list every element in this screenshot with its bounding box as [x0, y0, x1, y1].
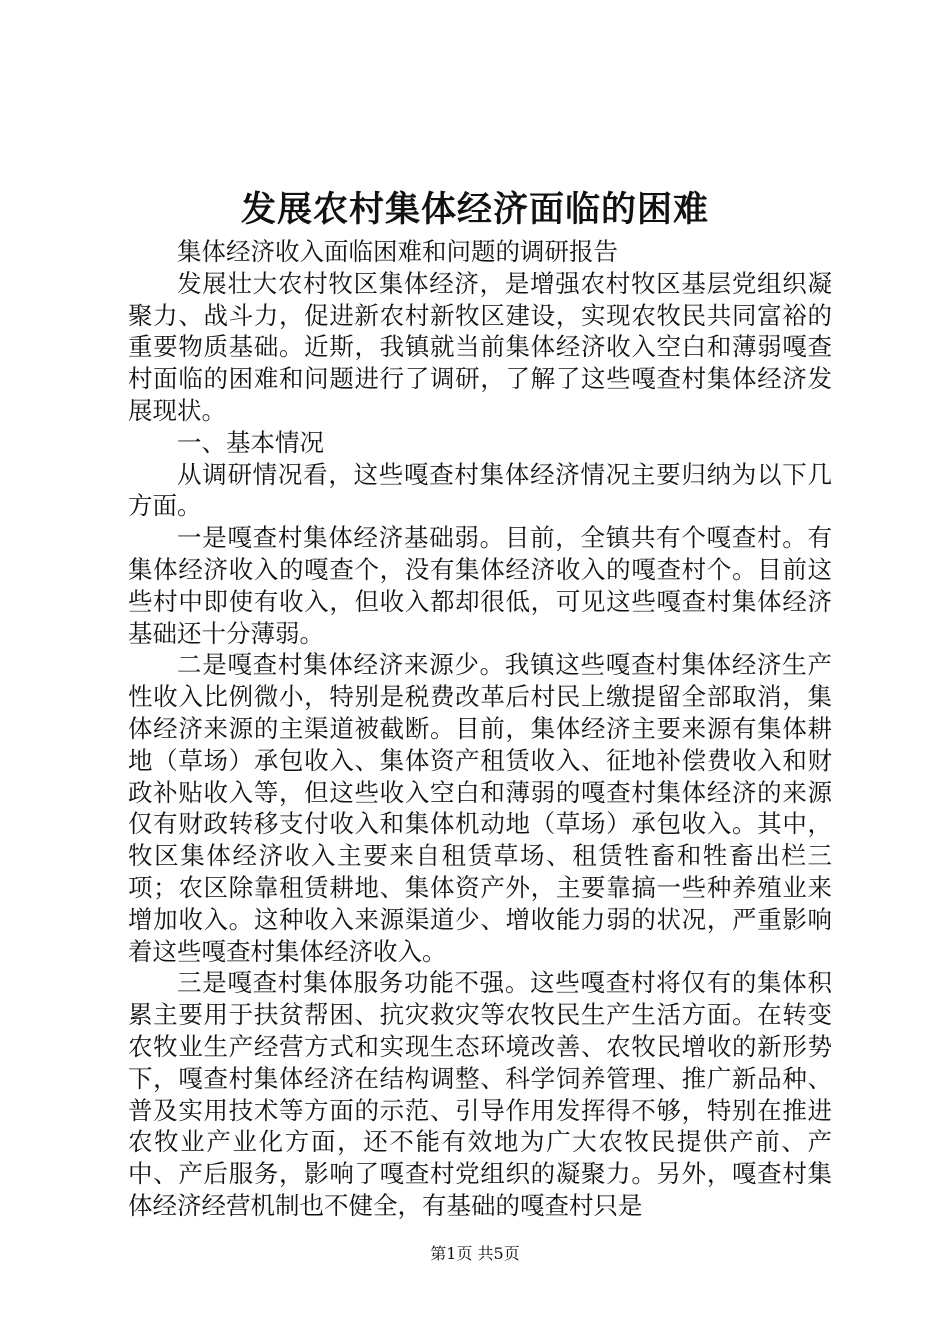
page-number-footer: 第1页 共5页	[430, 1244, 520, 1263]
section-heading-basic-situation: 一、基本情况	[177, 427, 324, 457]
paragraph-point-two: 二是嘎查村集体经济来源少。我镇这些嘎查村集体经济生产性收入比例微小，特别是税费改革后村民上缴提留全部取消，集体经济来源的主渠道被截断。目前，集体经济主要来源有集体耕地（草场）承包收入、集体资产租赁收入、征地补偿费收入和财政补贴收入等，但这些收入空白和薄弱的嘎查村集体经济的来源仅有财政转移支付收入和集体机动地（草场）承包收入。其中，牧区集体经济收入主要来自租赁草场、租赁牲畜和牲畜出栏三项；农区除靠租赁耕地、集体资产外，主要靠搞一些种养殖业来增加收入。这种收入来源渠道少、增收能力弱的状况，严重影响着这些嘎查村集体经济收入。	[128, 650, 832, 966]
report-subtitle: 集体经济收入面临困难和问题的调研报告	[177, 237, 618, 266]
paragraph-summary: 从调研情况看，这些嘎查村集体经济情况主要归纳为以下几方面。	[128, 459, 832, 521]
document-body	[128, 236, 832, 1222]
paragraph-point-three: 三是嘎查村集体服务功能不强。这些嘎查村将仅有的集体积累主要用于扶贫帮困、抗灾救灾等农牧民生产生活方面。在转变农牧业生产经营方式和实现生态环境改善、农牧民增收的新形势下，嘎查村集体经济在结构调整、科学饲养管理、推广新品种、普及实用技术等方面的示范、引导作用发挥得不够，特别在推进农牧业产业化方面，还不能有效地为广大农牧民提供产前、产中、产后服务，影响了嘎查村党组织的凝聚力。另外，嘎查村集体经济经营机制也不健全，有基础的嘎查村只是	[128, 968, 832, 1220]
paragraph-introduction: 发展壮大农村牧区集体经济，是增强农村牧区基层党组织凝聚力、战斗力，促进新农村新牧区建设，实现农牧民共同富裕的重要物质基础。近斯，我镇就当前集体经济收入空白和薄弱嘎查村面临的困难和问题进行了调研，了解了这些嘎查村集体经济发展现状。	[128, 268, 832, 425]
paragraph-point-one: 一是嘎查村集体经济基础弱。目前，全镇共有个嘎查村。有集体经济收入的嘎查个，没有集体经济收入的嘎查村个。目前这些村中即使有收入，但收入都却很低，可见这些嘎查村集体经济基础还十分薄弱。	[128, 523, 832, 648]
document-title: 发展农村集体经济面临的困难	[240, 189, 709, 230]
